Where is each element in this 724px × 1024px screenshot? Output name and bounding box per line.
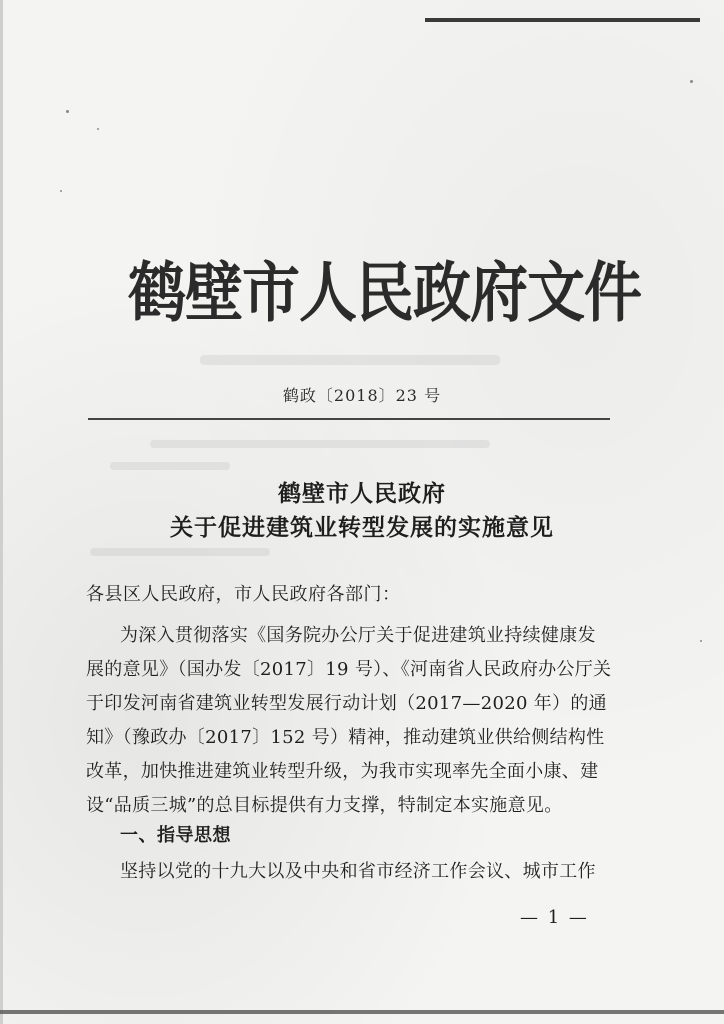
scan-bleed [150, 440, 490, 448]
body-paragraph-line: 知》（豫政办〔2017〕152 号）精神，推动建筑业供给侧结构性 [86, 727, 605, 748]
document-title-line-2: 关于促进建筑业转型发展的实施意见 [170, 514, 554, 541]
body-paragraph-line: 于印发河南省建筑业转型发展行动计划（2017—2020 年）的通 [86, 693, 607, 714]
scan-speck [97, 128, 99, 130]
body-paragraph-line: 展的意见》（国办发〔2017〕19 号）、《河南省人民政府办公厅关 [86, 659, 612, 680]
scan-speck [700, 640, 702, 642]
scan-speck [66, 110, 69, 113]
body-paragraph-line: 为深入贯彻落实《国务院办公厅关于促进建筑业持续健康发 [120, 625, 596, 646]
section-heading: 一、指导思想 [120, 825, 231, 846]
header-divider [88, 418, 610, 420]
scan-bleed [90, 548, 270, 556]
salutation: 各县区人民政府，市人民政府各部门： [86, 584, 401, 605]
document-number: 鹤政〔2018〕23 号 [282, 386, 442, 405]
scan-bleed [200, 355, 500, 365]
scan-speck [690, 80, 693, 83]
page-number: — 1 — [520, 907, 589, 928]
body-paragraph-line: 改革，加快推进建筑业转型升级，为我市实现率先全面小康、建 [86, 761, 599, 782]
scan-edge-bottom [0, 1010, 724, 1014]
section-body-line: 坚持以党的十九大以及中央和省市经济工作会议、城市工作 [120, 861, 596, 882]
scan-edge-top [425, 18, 700, 22]
scan-bleed [110, 462, 230, 470]
document-title-line-1: 鹤壁市人民政府 [278, 480, 446, 507]
scan-speck [60, 190, 62, 192]
body-paragraph-line: 设“品质三城”的总目标提供有力支撑，特制定本实施意见。 [86, 795, 563, 816]
document-masthead: 鹤壁市人民政府文件 [128, 254, 642, 331]
